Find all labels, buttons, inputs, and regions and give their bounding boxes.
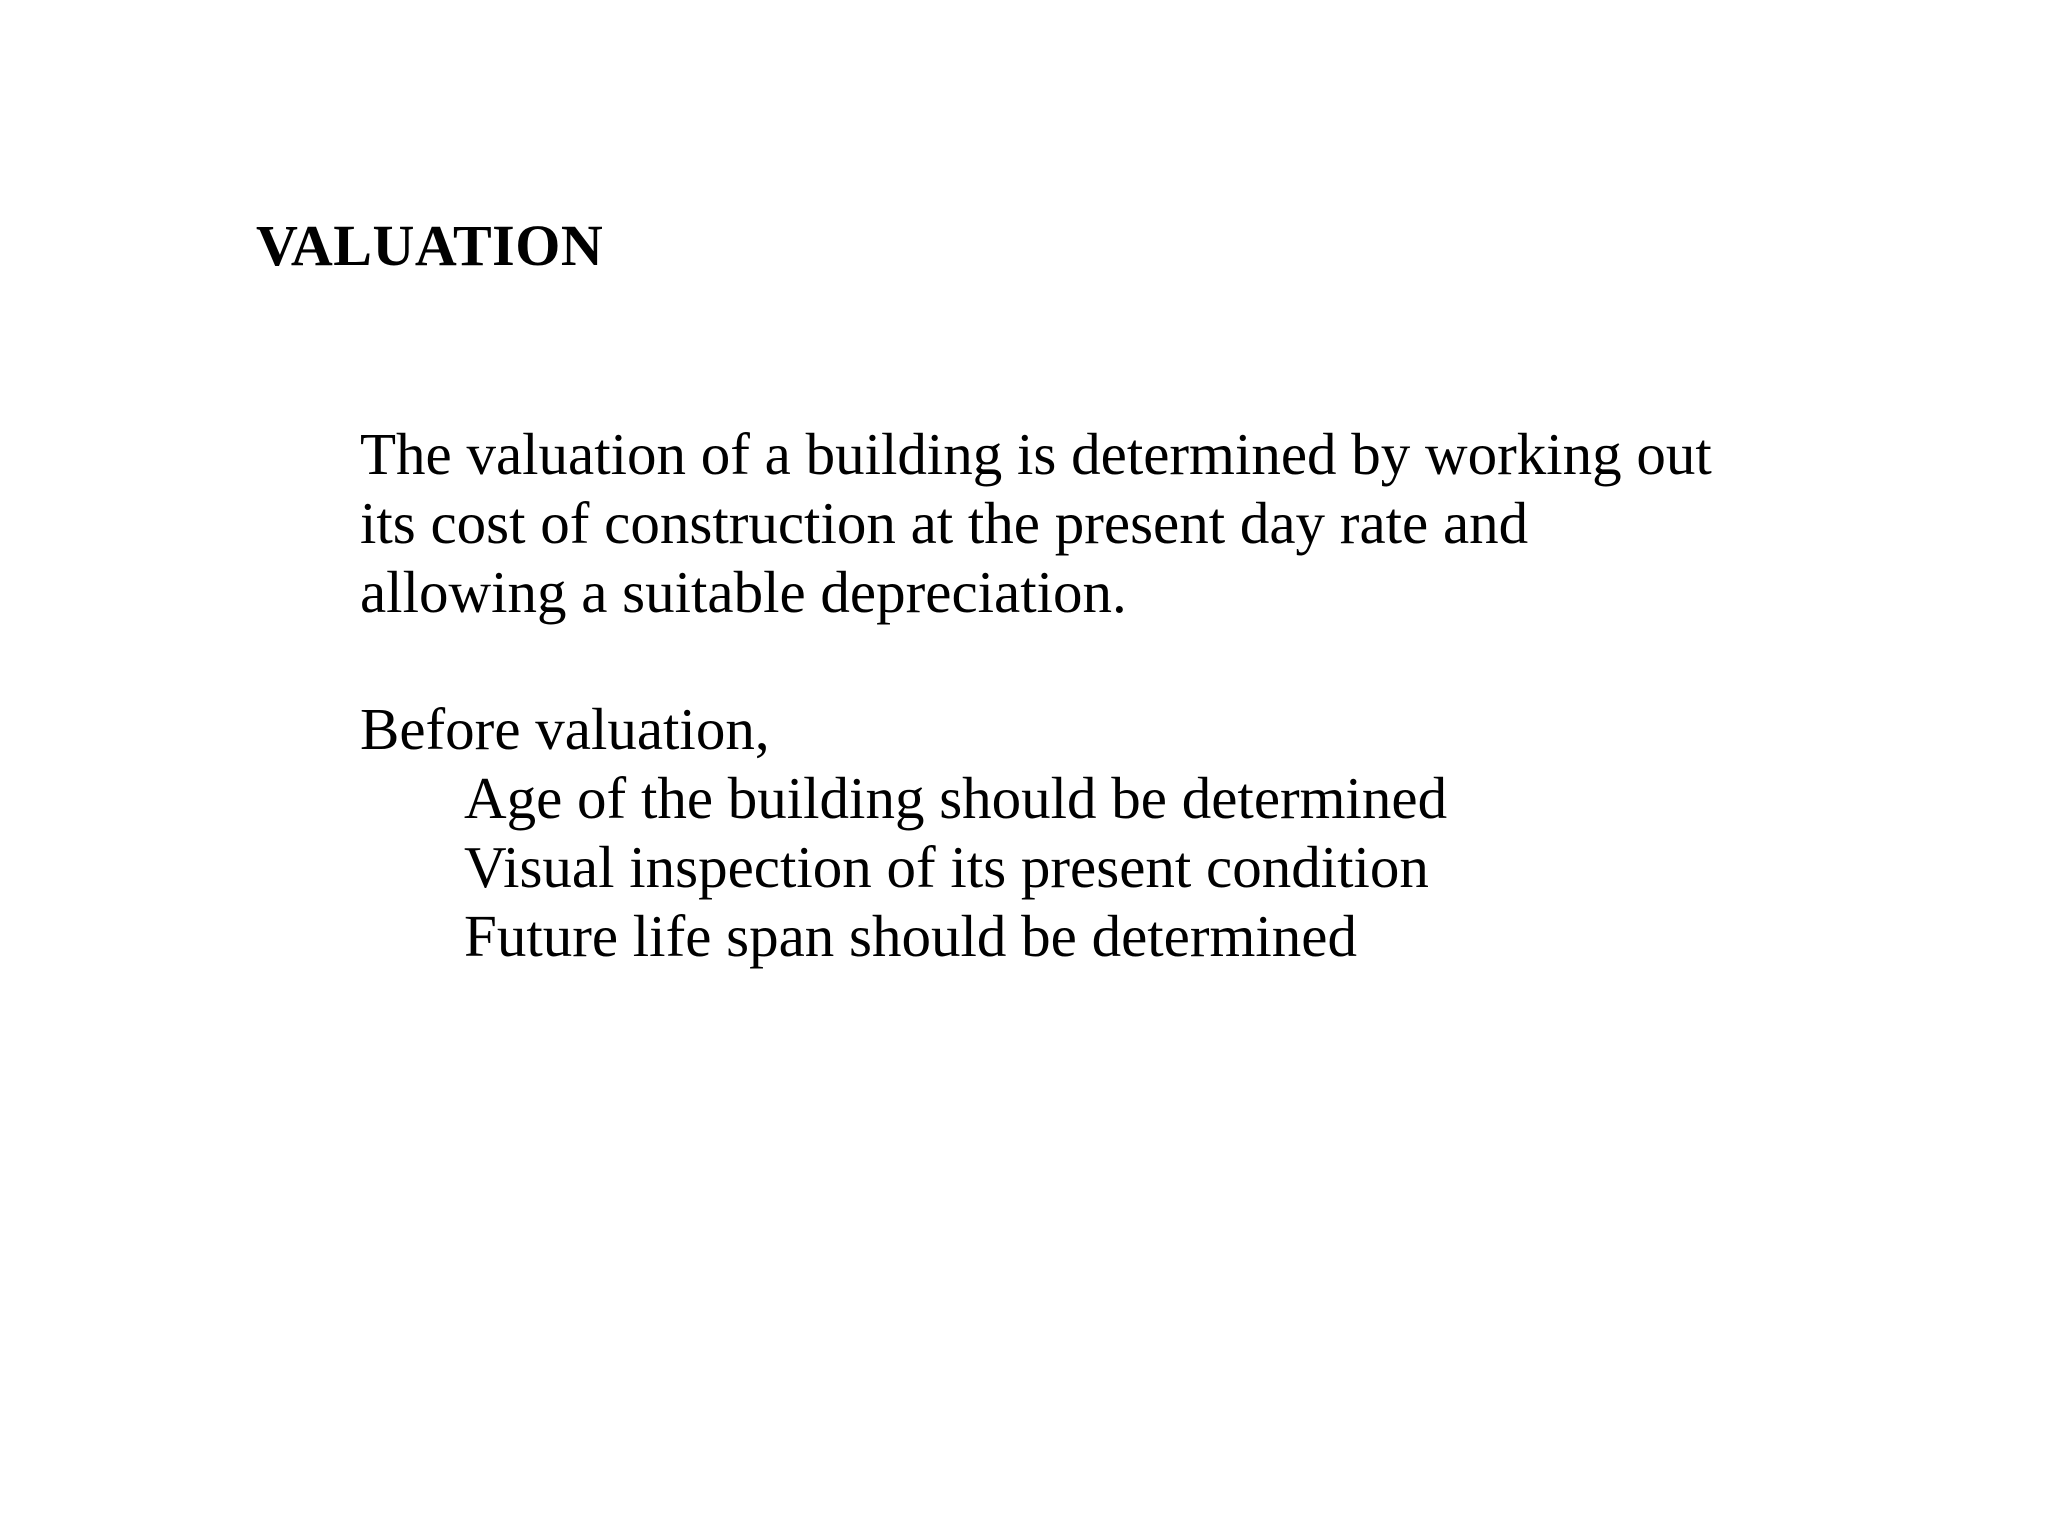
list-item: Future life span should be determined (464, 903, 1357, 969)
paragraph-line: The valuation of a building is determined by working out (360, 421, 1712, 487)
page-title: VALUATION (256, 213, 604, 278)
list-item: Age of the building should be determined (464, 765, 1448, 831)
paragraph-line: its cost of construction at the present day rate and (360, 490, 1529, 556)
paragraph-line: allowing a suitable depreciation. (360, 559, 1127, 625)
body-paragraph (360, 420, 1712, 627)
requirements-list (464, 764, 1447, 971)
list-intro: Before valuation, (360, 696, 770, 762)
list-item: Visual inspection of its present condition (464, 834, 1429, 900)
